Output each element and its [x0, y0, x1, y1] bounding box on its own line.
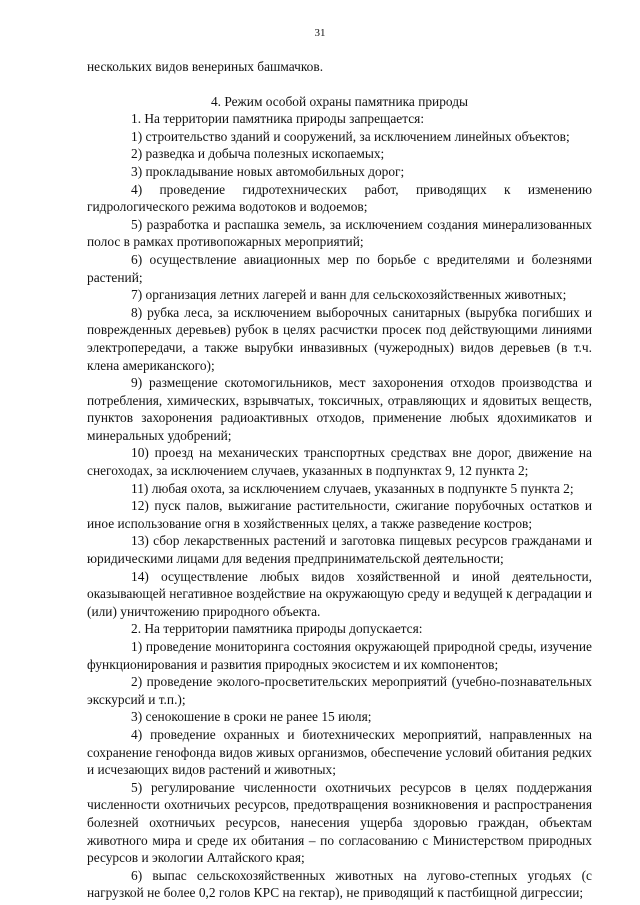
paragraph: 12) пуск палов, выжигание растительности, сжигание порубочных остатков и иное использование огня в хозяйственных целях, а также разведение костров; [87, 498, 592, 531]
paragraph: 1) проведение мониторинга состояния окружающей природной среды, изучение функционирования и развития природных экосистем и их компонентов; [87, 639, 592, 672]
paragraph: 2) проведение эколого-просветительских мероприятий (учебно-познавательных экскурсий и т.п.); [87, 674, 592, 707]
paragraph: 9) размещение скотомогильников, мест захоронения отходов производства и потребления, химических, взрывчатых, токсичных, отравляющих и ядовитых веществ, пунктов захоронения радиоактивных отходов, применение любых ядохимикатов и минеральных удобрений; [87, 375, 592, 443]
paragraph: 10) проезд на механических транспортных средствах вне дорог, движение на снегоходах, за исключением случаев, указанных в подпунктах 9, 12 пункта 2; [87, 445, 592, 479]
paragraph: 6) осуществление авиационных мер по борьбе с вредителями и болезнями растений; [87, 251, 592, 285]
paragraph: 8) рубка леса, за исключением выборочных санитарных (вырубка погибших и поврежденных деревьев) рубок в целях расчистки просек под действующими линиями электропередачи, а также вырубки инвазивных (чужеродных) видов деревьев (в т.ч. клена американского); [87, 304, 592, 373]
paragraph: 1. На территории памятника природы запрещается: [131, 111, 425, 127]
paragraph: 14) осуществление любых видов хозяйственной и иной деятельности, оказывающей негативное воздействие на окружающую среду и ведущей к деградации и (или) уничтожению природного объекта. [87, 568, 592, 619]
document-body [87, 58, 592, 902]
paragraph: 5) разработка и распашка земель, за исключением создания минерализованных полос в рамках противопожарных мероприятий; [87, 216, 592, 250]
paragraph: 4) проведение гидротехнических работ, приводящих к изменению гидрологического режима водотоков и водоемов; [87, 181, 592, 215]
paragraph: 4) проведение охранных и биотехнических мероприятий, направленных на сохранение генофонда видов живых организмов, обеспечение условий обитания редких и исчезающих видов растений и животных; [87, 726, 592, 778]
paragraph: 11) любая охота, за исключением случаев, указанных в подпункте 5 пункта 2; [131, 480, 574, 496]
paragraph: 6) выпас сельскохозяйственных животных на лугово-степных угодьях (с нагрузкой не более 0,2 голов КРС на гектар), не приводящий к пастбищной дигрессии; [87, 867, 592, 901]
paragraph: 3) сенокошение в сроки не ранее 15 июля; [131, 709, 372, 725]
page-number: 31 [314, 27, 326, 39]
section-heading: 4. Режим особой охраны памятника природы [210, 93, 469, 109]
paragraph: 7) организация летних лагерей и ванн для сельскохозяйственных животных; [131, 287, 567, 303]
paragraph: 2) разведка и добыча полезных ископаемых; [131, 146, 385, 162]
paragraph: 5) регулирование численности охотничьих ресурсов в целях поддержания численности охотничьих ресурсов, предотвращения возникновения и распространения болезней охотничьих ресурсов, нанесения ущерба здоровью граждан, объектам животного мира и среде их обитания – по согласованию с Министерством природных ресурсов и экологии Алтайского края; [87, 779, 592, 866]
paragraph: 3) прокладывание новых автомобильных дорог; [131, 163, 405, 179]
paragraph: 13) сбор лекарственных растений и заготовка пищевых ресурсов гражданами и юридическими лицами для ведения предпринимательской деятельности; [87, 533, 592, 567]
continuation-line: нескольких видов венериных башмачков. [87, 59, 324, 74]
paragraph: 2. На территории памятника природы допускается: [131, 621, 423, 637]
paragraph: 1) строительство зданий и сооружений, за исключением линейных объектов; [131, 128, 570, 144]
